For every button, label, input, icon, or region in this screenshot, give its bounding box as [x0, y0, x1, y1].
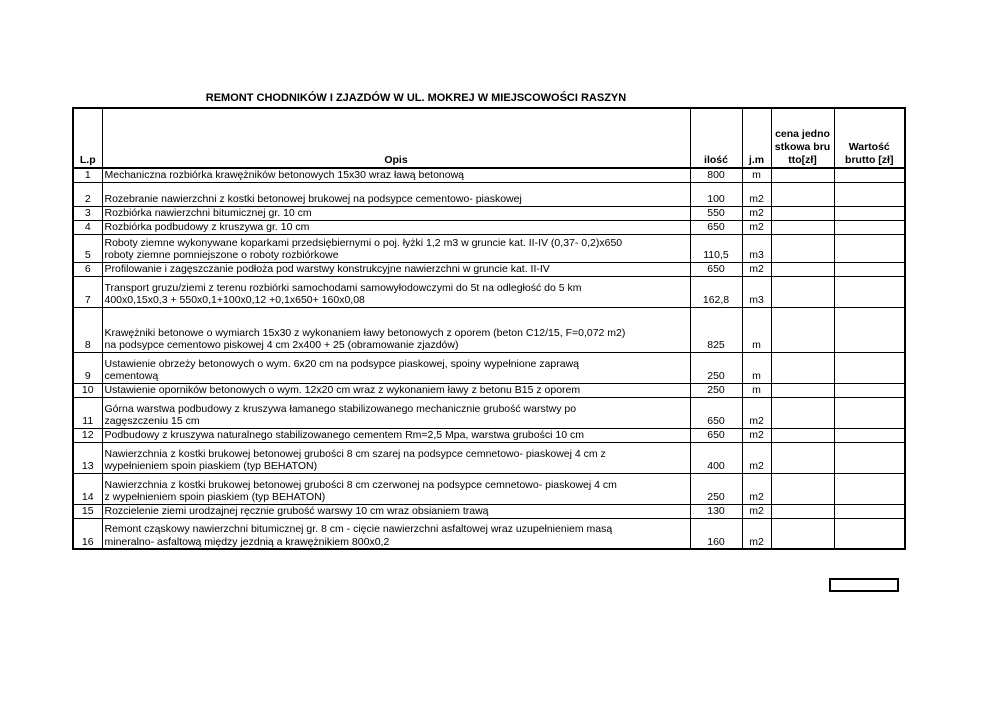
- row-unit-price: [771, 182, 834, 206]
- row-unit-price: [771, 473, 834, 504]
- header-lp: L.p: [73, 108, 102, 168]
- row-quantity: 162,8: [690, 276, 742, 307]
- header-ilosc: ilość: [690, 108, 742, 168]
- row-number: 10: [73, 383, 102, 397]
- row-quantity: 550: [690, 206, 742, 220]
- row-total-value: [834, 428, 905, 442]
- row-unit-price: [771, 234, 834, 262]
- row-total-value: [834, 397, 905, 428]
- row-total-value: [834, 234, 905, 262]
- table-row: [73, 168, 905, 182]
- row-unit: m2: [742, 262, 771, 276]
- row-description: [102, 168, 690, 182]
- description-line: Rozcielenie ziemi urodzajnej ręcznie grubość warswy 10 cm wraz obsianiem trawą: [104, 505, 489, 517]
- row-number: 14: [73, 473, 102, 504]
- row-unit-price: [771, 307, 834, 352]
- row-unit: m2: [742, 442, 771, 473]
- table-row: [73, 442, 905, 473]
- table-row: [73, 276, 905, 307]
- row-description: [102, 182, 690, 206]
- row-number: 9: [73, 352, 102, 383]
- header-opis: Opis: [102, 108, 690, 168]
- row-unit-price: [771, 276, 834, 307]
- row-description: [102, 352, 690, 383]
- row-number: 2: [73, 182, 102, 206]
- table-row: [73, 220, 905, 234]
- row-description: [102, 262, 690, 276]
- description-line: mineralno- asfaltową między jezdnią a krawężnikiem 800x0,2: [104, 535, 390, 548]
- row-quantity: 130: [690, 504, 742, 518]
- row-quantity: 110,5: [690, 234, 742, 262]
- description-line: Górna warstwa podbudowy z kruszywa łamanego stabilizowanego mechanicznie grubość warstwy po: [104, 402, 577, 415]
- row-description: [102, 428, 690, 442]
- description-line: Remont cząskowy nawierzchni bitumicznej gr. 8 cm - cięcie nawierzchni asfaltowej wraz uzupełnieniem masą: [104, 523, 613, 535]
- table-row: [73, 206, 905, 220]
- table-row: [73, 307, 905, 352]
- row-unit: m2: [742, 504, 771, 518]
- row-quantity: 400: [690, 442, 742, 473]
- row-quantity: 250: [690, 383, 742, 397]
- row-description: [102, 518, 690, 549]
- header-jm: j.m: [742, 108, 771, 168]
- row-number: 8: [73, 307, 102, 352]
- row-unit-price: [771, 262, 834, 276]
- row-unit-price: [771, 352, 834, 383]
- row-number: 6: [73, 262, 102, 276]
- description-line: zagęszczeniu 15 cm: [104, 415, 200, 427]
- row-total-value: [834, 518, 905, 549]
- row-quantity: 160: [690, 518, 742, 549]
- header-wartosc: Wartość brutto [zł]: [834, 108, 905, 168]
- row-total-value: [834, 182, 905, 206]
- row-total-value: [834, 383, 905, 397]
- row-total-value: [834, 220, 905, 234]
- row-unit: m3: [742, 276, 771, 307]
- row-description: [102, 307, 690, 352]
- document-title: REMONT CHODNIKÓW I ZJAZDÓW W UL. MOKREJ W MIEJSCOWOŚCI RASZYN: [205, 92, 627, 104]
- row-quantity: 825: [690, 307, 742, 352]
- table-row: [73, 383, 905, 397]
- row-quantity: 800: [690, 168, 742, 182]
- description-line: Mechaniczna rozbiórka krawężników betonowych 15x30 wraz ławą betonową: [104, 169, 465, 181]
- description-line: Podbudowy z kruszywa naturalnego stabilizowanego cementem Rm=2,5 Mpa, warstwa grubości 10 cm: [104, 429, 584, 441]
- header-row: [73, 108, 905, 168]
- row-number: 15: [73, 504, 102, 518]
- row-number: 3: [73, 206, 102, 220]
- estimate-table: [72, 107, 906, 550]
- description-line: 400x0,15x0,3 + 550x0,1+100x0,12 +0,1x650+ 160x0,08: [104, 294, 365, 306]
- table-row: [73, 397, 905, 428]
- row-unit: m2: [742, 206, 771, 220]
- row-quantity: 250: [690, 352, 742, 383]
- row-description: [102, 276, 690, 307]
- table-row: [73, 518, 905, 549]
- row-quantity: 100: [690, 182, 742, 206]
- row-quantity: 650: [690, 428, 742, 442]
- row-unit: m: [742, 307, 771, 352]
- row-total-value: [834, 473, 905, 504]
- description-line: roboty ziemne pomniejszone o roboty rozbiórkowe: [104, 249, 339, 261]
- row-total-value: [834, 206, 905, 220]
- description-line: Nawierzchnia z kostki brukowej betonowej grubości 8 cm czerwonej na podsypce cemnetowo- piaskowej 4 cm: [104, 478, 617, 491]
- row-total-value: [834, 307, 905, 352]
- table-row: [73, 504, 905, 518]
- table-row: [73, 352, 905, 383]
- row-unit: m2: [742, 397, 771, 428]
- header-cena: cena jednostkowa brutto[zł]: [771, 108, 834, 168]
- row-description: [102, 206, 690, 220]
- row-total-value: [834, 262, 905, 276]
- row-description: [102, 397, 690, 428]
- description-line: cementową: [104, 370, 159, 382]
- description-line: Nawierzchnia z kostki brukowej betonowej grubości 8 cm szarej na podsypce cemnetowo- piaskowej 4 cm z: [104, 447, 606, 460]
- description-line: Ustawienie obrzeży betonowych o wym. 6x20 cm na podsypce piaskowej, spoiny wypełnione zaprawą: [104, 357, 579, 370]
- table-row: [73, 428, 905, 442]
- row-number: 5: [73, 234, 102, 262]
- total-cell: [829, 578, 899, 592]
- row-unit: m2: [742, 428, 771, 442]
- row-quantity: 250: [690, 473, 742, 504]
- description-line: Rozbiórka nawierzchni bitumicznej gr. 10 cm: [104, 207, 312, 219]
- row-total-value: [834, 168, 905, 182]
- row-unit: m3: [742, 234, 771, 262]
- description-line: Krawężniki betonowe o wymiarch 15x30 z wykonaniem ławy betonowych z oporem (beton C12/15, F=0,072 m2): [104, 326, 626, 339]
- row-quantity: 650: [690, 220, 742, 234]
- description-line: wypełnieniem spoin piaskiem (typ BEHATON): [104, 460, 318, 472]
- row-unit-price: [771, 504, 834, 518]
- row-number: 7: [73, 276, 102, 307]
- row-unit: m: [742, 168, 771, 182]
- row-description: [102, 442, 690, 473]
- description-line: Roboty ziemne wykonywane koparkami przedsiębiernymi o poj. łyżki 1,2 m3 w gruncie kat. II-IV (0,37- 0,2)x650: [104, 236, 623, 249]
- description-line: Rozbiórka podbudowy z kruszywa gr. 10 cm: [104, 221, 310, 233]
- row-quantity: 650: [690, 262, 742, 276]
- row-unit-price: [771, 397, 834, 428]
- table-row: [73, 234, 905, 262]
- row-number: 16: [73, 518, 102, 549]
- table-row: [73, 182, 905, 206]
- row-unit-price: [771, 168, 834, 182]
- table-row: [73, 262, 905, 276]
- row-description: [102, 383, 690, 397]
- row-description: [102, 473, 690, 504]
- row-number: 13: [73, 442, 102, 473]
- row-unit: m2: [742, 473, 771, 504]
- row-quantity: 650: [690, 397, 742, 428]
- table-row: [73, 473, 905, 504]
- description-line: Rozebranie nawierzchni z kostki betonowej brukowej na podsypce cementowo- piaskowej: [104, 193, 522, 205]
- description-line: Ustawienie oporników betonowych o wym. 12x20 cm wraz z wykonaniem ławy z betonu B15 z oporem: [104, 384, 581, 396]
- row-unit: m: [742, 352, 771, 383]
- description-line: Transport gruzu/ziemi z terenu rozbiórki samochodami samowyłodowczymi do 5t na odległość do 5 km: [104, 281, 582, 294]
- row-unit: m2: [742, 518, 771, 549]
- row-number: 1: [73, 168, 102, 182]
- row-unit: m2: [742, 220, 771, 234]
- row-number: 4: [73, 220, 102, 234]
- row-unit-price: [771, 383, 834, 397]
- description-line: Profilowanie i zagęszczanie podłoża pod warstwy konstrukcyjne nawierzchni w gruncie kat. II-IV: [104, 263, 550, 275]
- row-number: 12: [73, 428, 102, 442]
- row-unit-price: [771, 206, 834, 220]
- description-line: na podsypce cementowo piskowej 4 cm 2x400 + 25 (obramowanie zjazdów): [104, 339, 459, 351]
- description-line: z wypełnieniem spoin piaskiem (typ BEHATON): [104, 491, 326, 503]
- row-unit-price: [771, 518, 834, 549]
- row-unit-price: [771, 442, 834, 473]
- row-number: 11: [73, 397, 102, 428]
- row-total-value: [834, 276, 905, 307]
- row-total-value: [834, 352, 905, 383]
- row-total-value: [834, 504, 905, 518]
- row-unit-price: [771, 428, 834, 442]
- row-description: [102, 234, 690, 262]
- row-unit: m2: [742, 182, 771, 206]
- row-description: [102, 220, 690, 234]
- row-unit-price: [771, 220, 834, 234]
- row-unit: m: [742, 383, 771, 397]
- row-description: [102, 504, 690, 518]
- row-total-value: [834, 442, 905, 473]
